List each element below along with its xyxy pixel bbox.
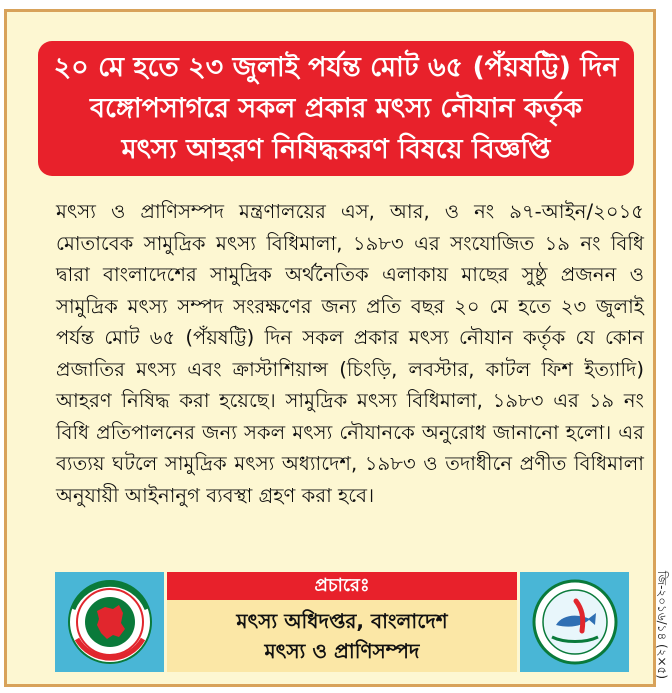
- footer-label: প্রচারেঃ: [167, 572, 517, 600]
- side-reference-code: [648, 560, 672, 690]
- footer-center-panel: [167, 572, 517, 672]
- headline-line-3: মৎস্য আহরণ নিষিদ্ধকরণ বিষয়ে বিজ্ঞপ্তি: [121, 134, 551, 165]
- bangladesh-govt-seal-icon: [67, 579, 153, 665]
- top-clipped-strip: [0, 0, 672, 8]
- department-of-fisheries-logo-icon: [532, 579, 618, 665]
- footer-credits: [55, 572, 629, 672]
- side-reference-text: জি-২০১৬/১৪ (২×৫): [655, 570, 669, 680]
- footer-org-block: [167, 600, 517, 672]
- notice-headline: [38, 41, 634, 176]
- headline-line-1: ২০ মে হতে ২৩ জুলাই পর্যন্ত মোট ৬৫ (পঁয়ষট্টি) দিন: [53, 52, 619, 83]
- headline-line-2: বঙ্গোপসাগরে সকল প্রকার মৎস্য নৌযান কর্তৃক: [90, 93, 582, 124]
- footer-org-line-2: মৎস্য ও প্রাণিসম্পদ: [264, 639, 420, 663]
- notice-body-text: মৎস্য ও প্রাণিসম্পদ মন্ত্রণালয়ের এস, আর, ও নং ৯৭-আইন/২০১৫ মোতাবেক সামুদ্রিক মৎস্য বিধিমালা, ১৯৮৩ এর সংযোজিত ১৯ নং বিধি দ্বারা বাংলাদেশের সামুদ্রিক অর্থনৈতিক এলাকায় মাছের সুষ্ঠু প্রজনন ও সামুদ্রিক মৎস্য সম্পদ সংরক্ষণের জন্য প্রতি বছর ২০ মে হতে ২৩ জুলাই পর্যন্ত মোট ৬৫ (পঁয়ষট্টি) দিন সকল প্রকার মৎস্য নৌযান কর্তৃক যে কোন প্রজাতির মৎস্য এবং ক্রাস্টাশিয়ান্স (চিংড়ি, লবস্টার, কাটল ফিশ ইত্যাদি) আহরণ নিষিদ্ধ করা হয়েছে। সামুদ্রিক মৎস্য বিধিমালা, ১৯৮৩ এর ১৯ নং বিধি প্রতিপালনের জন্য সকল মৎস্য নৌযানকে অনুরোধ জানানো হলো। এর ব্যত্যয় ঘটলে সামুদ্রিক মৎস্য অধ্যাদেশ, ১৯৮৩ ও তদাধীনে প্রণীত বিধিমালা অনুযায়ী আইনানুগ ব্যবস্থা গ্রহণ করা হবে।: [56, 200, 644, 507]
- footer-org-line-1: মৎস্য অধিদপ্তর, বাংলাদেশ: [236, 609, 448, 633]
- govt-logo-box: [55, 572, 164, 672]
- dof-logo-box: [520, 572, 629, 672]
